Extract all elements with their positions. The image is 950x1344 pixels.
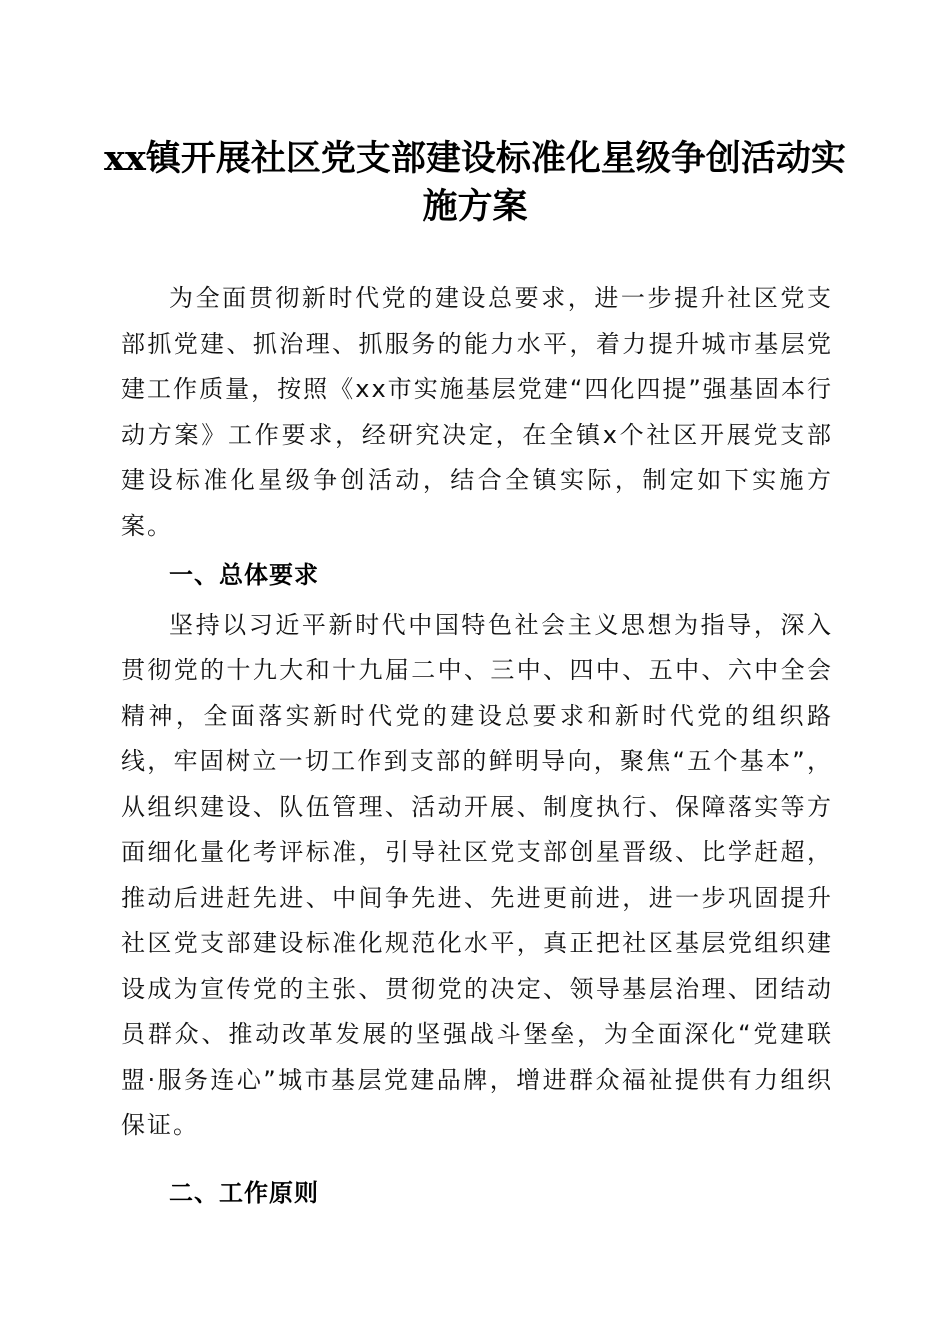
document-title: xx镇开展社区党支部建设标准化星级争创活动实施方案 [104,138,846,227]
section-heading-work-principles: 二、工作原则 [169,1178,319,1207]
document-body [121,276,833,1216]
intro-paragraph: 为全面贯彻新时代党的建设总要求，进一步提升社区党支部抓党建、抓治理、抓服务的能力水平，着力提升城市基层党建工作质量，按照《xx市实施基层党建“四化四提”强基固本行动方案》工作要求，经研究决定，在全镇x个社区开展党支部建设标准化星级争创活动，结合全镇实际，制定如下实施方案。 [121,284,833,540]
section-heading-general-requirements: 一、总体要求 [169,561,319,589]
section-paragraph-general-requirements: 坚持以习近平新时代中国特色社会主义思想为指导，深入贯彻党的十九大和十九届二中、三中、四中、五中、六中全会精神，全面落实新时代党的建设总要求和新时代党的组织路线，牢固树立一切工作到支部的鲜明导向，聚焦“五个基本”，从组织建设、队伍管理、活动开展、制度执行、保障落实等方面细化量化考评标准，引导社区党支部创星晋级、比学赶超，推动后进赶先进、中间争先进、先进更前进，进一步巩固提升社区党支部建设标准化规范化水平，真正把社区基层党组织建设成为宣传党的主张、贯彻党的决定、领导基层治理、团结动员群众、推动改革发展的坚强战斗堡垒，为全面深化“党建联盟·服务连心”城市基层党建品牌，增进群众福祉提供有力组织保证。 [121,610,833,1139]
